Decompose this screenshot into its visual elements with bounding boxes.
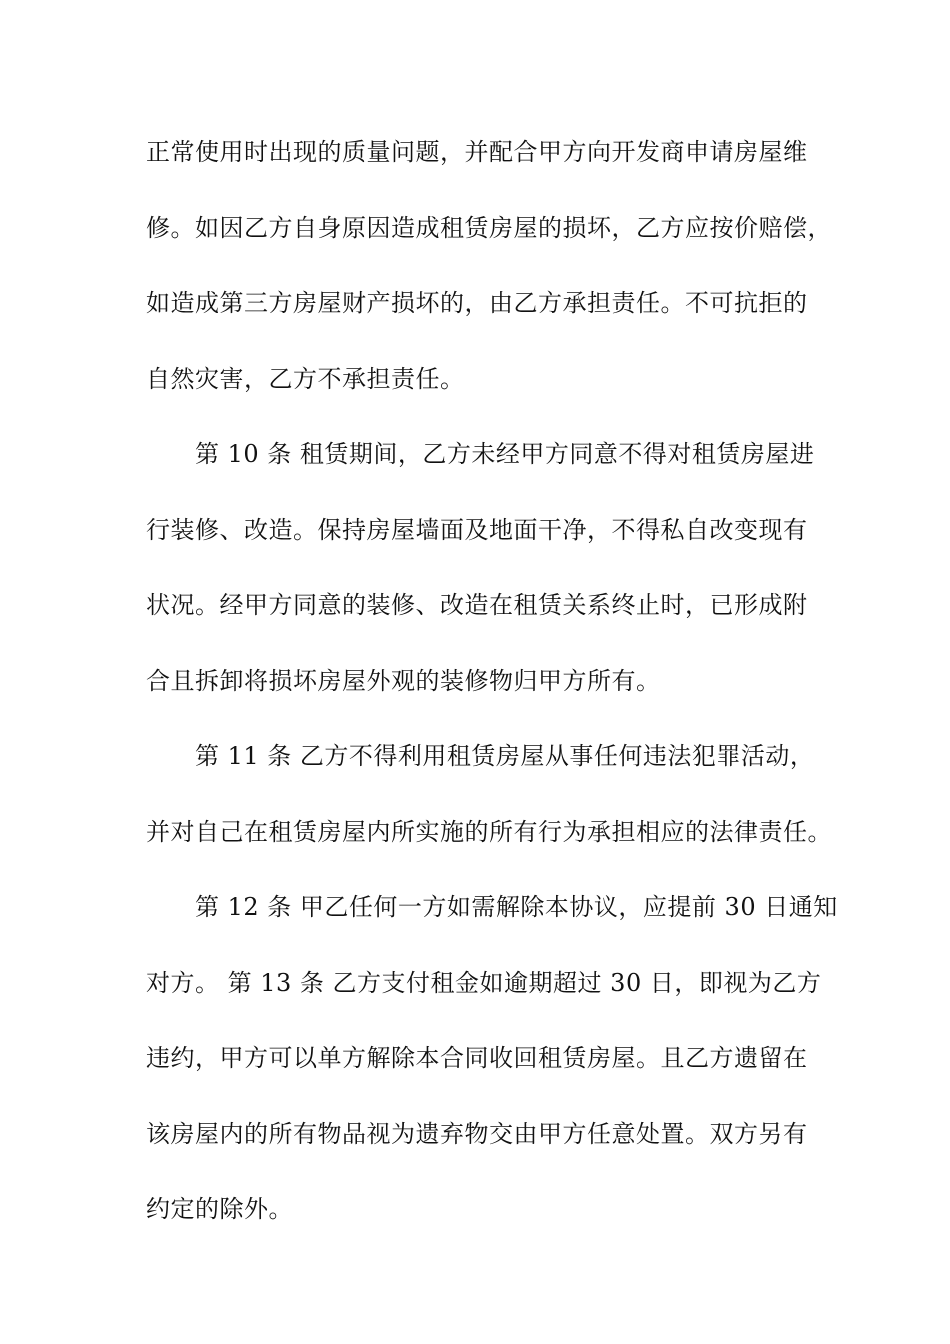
contract-body-text [146,127,838,1260]
text-line: 修。如因乙方自身原因造成租赁房屋的损坏，乙方应按价赔偿， [146,213,832,242]
text-line: 违约，甲方可以单方解除本合同收回租赁房屋。且乙方遗留在 [146,1044,808,1072]
article-10-start: 第 10 条 租赁期间，乙方未经甲方同意不得对租赁房屋进 [146,440,815,468]
text-line: 并对自己在租赁房屋内所实施的所有行为承担相应的法律责任。 [146,817,832,846]
text-line: 如造成第三方房屋财产损坏的，由乙方承担责任。不可抗拒的 [146,289,808,317]
text-line: 该房屋内的所有物品视为遗弃物交由甲方任意处置。双方另有 [146,1119,808,1148]
text-line: 正常使用时出现的质量问题，并配合甲方向开发商申请房屋维 [146,138,808,166]
text-line: 合且拆卸将损坏房屋外观的装修物归甲方所有。 [146,666,661,695]
text-line: 行装修、改造。保持房屋墙面及地面干净，不得私自改变现有 [146,515,808,544]
text-line: 对方。 第 13 条 乙方支付租金如逾期超过 30 日，即视为乙方 [146,968,822,997]
article-11-start: 第 11 条 乙方不得利用租赁房屋从事任何违法犯罪活动， [146,742,815,770]
text-line: 状况。经甲方同意的装修、改造在租赁关系终止时，已形成附 [146,591,808,619]
article-12-start: 第 12 条 甲乙任何一方如需解除本协议，应提前 30 日通知 [146,893,838,921]
text-line: 自然灾害，乙方不承担责任。 [146,364,465,393]
text-line: 约定的除外。 [146,1195,293,1223]
